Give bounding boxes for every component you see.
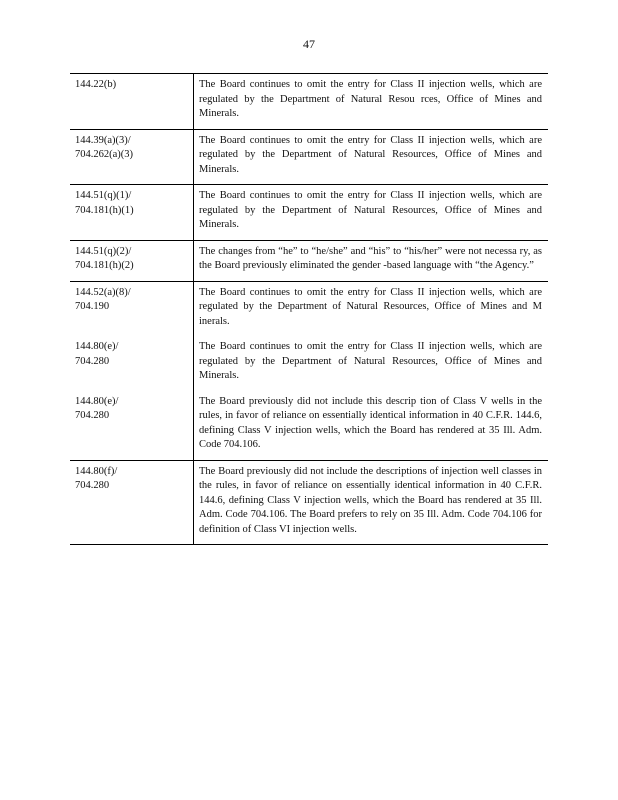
note-cell: The Board previously did not include this descrip tion of Class V wells in the rules, in favor of reliance on essentially identical information in 40 C.F.R. 144.6, defining Class V injection wells, which the Board has rendered at 35 Ill. Adm. Code 704.106. <box>194 391 549 461</box>
note-cell: The Board continues to omit the entry for Class II injection wells, which are regulated by the Department of Natural Resources, Office of Mines and Minerals. <box>194 185 549 241</box>
citation-text: 144.52(a)(8)/ <box>75 286 131 298</box>
citation-text: 144.51(q)(1)/ <box>75 190 132 201</box>
table-row <box>70 281 548 336</box>
note-cell: The Board continues to omit the entry for Class II injection wells, which are regulated by the Department of Natural Resou rces, Office of Mines and Minerals. <box>194 74 549 130</box>
table-row <box>70 74 548 130</box>
citation-text: 704.280 <box>75 355 110 367</box>
citation-cell <box>70 129 194 185</box>
citation-text: 704.190 <box>75 301 110 312</box>
note-cell: The Board continues to omit the entry for Class II injection wells, which are regulated by the Department of Natural Resources, Office of Mines and M inerals. <box>199 286 542 327</box>
note-cell: The Board continues to omit the entry for Class II injection wells, which are regulated by the Department of Natural Resources, Office of Mines and Minerals. <box>194 129 549 185</box>
citation-cell <box>70 281 194 336</box>
citation-text: 704.262(a)(3) <box>75 149 134 160</box>
citation-text: 704.181(h)(1) <box>75 204 134 216</box>
table-row <box>70 185 548 241</box>
citation-text: 704.280 <box>75 480 110 491</box>
citation-text: 144.80(e)/ <box>75 395 119 407</box>
citation-cell <box>70 240 194 281</box>
table-row <box>70 240 548 281</box>
note-cell: The Board continues to omit the entry for Class II injection wells, which are regulated by the Department of Natural Resources, Office of Mines and Minerals. <box>199 341 542 381</box>
table-row <box>70 129 548 185</box>
citation-cell <box>70 74 194 130</box>
comparison-table <box>70 73 548 545</box>
page-number: 47 <box>303 37 315 51</box>
citation-cell <box>70 391 194 461</box>
table-row <box>70 336 548 391</box>
citation-text: 704.280 <box>75 410 110 421</box>
note-cell: The Board previously did not include the descriptions of injection well classes in the rules, in favor of reliance on essentially identical information in 40 C.F.R. 144.6, defining Class V injection wells, which the Board has rendered at 35 Ill. Adm. Code 704.106. The Board prefers to rely on 35 Ill. Adm. Code 704.106 for definition of Class VI injection wells. <box>194 460 549 545</box>
note-cell: The changes from “he” to “he/she” and “his” to “his/her” were not necessa ry, as the Board previously eliminated the gender -based language with “the Agency.” <box>194 240 549 281</box>
citation-text: 704.181(h)(2) <box>75 260 134 271</box>
citation-cell <box>70 336 194 391</box>
citation-cell <box>70 460 194 545</box>
citation-text: 144.80(f)/ <box>75 465 118 477</box>
table-row <box>70 460 548 545</box>
citation-cell <box>70 185 194 241</box>
table-row <box>70 391 548 461</box>
citation-text: 144.22(b) <box>75 79 117 90</box>
citation-text: 144.51(q)(2)/ <box>75 245 132 257</box>
citation-text: 144.39(a)(3)/ <box>75 134 131 146</box>
citation-text: 144.80(e)/ <box>75 341 119 352</box>
